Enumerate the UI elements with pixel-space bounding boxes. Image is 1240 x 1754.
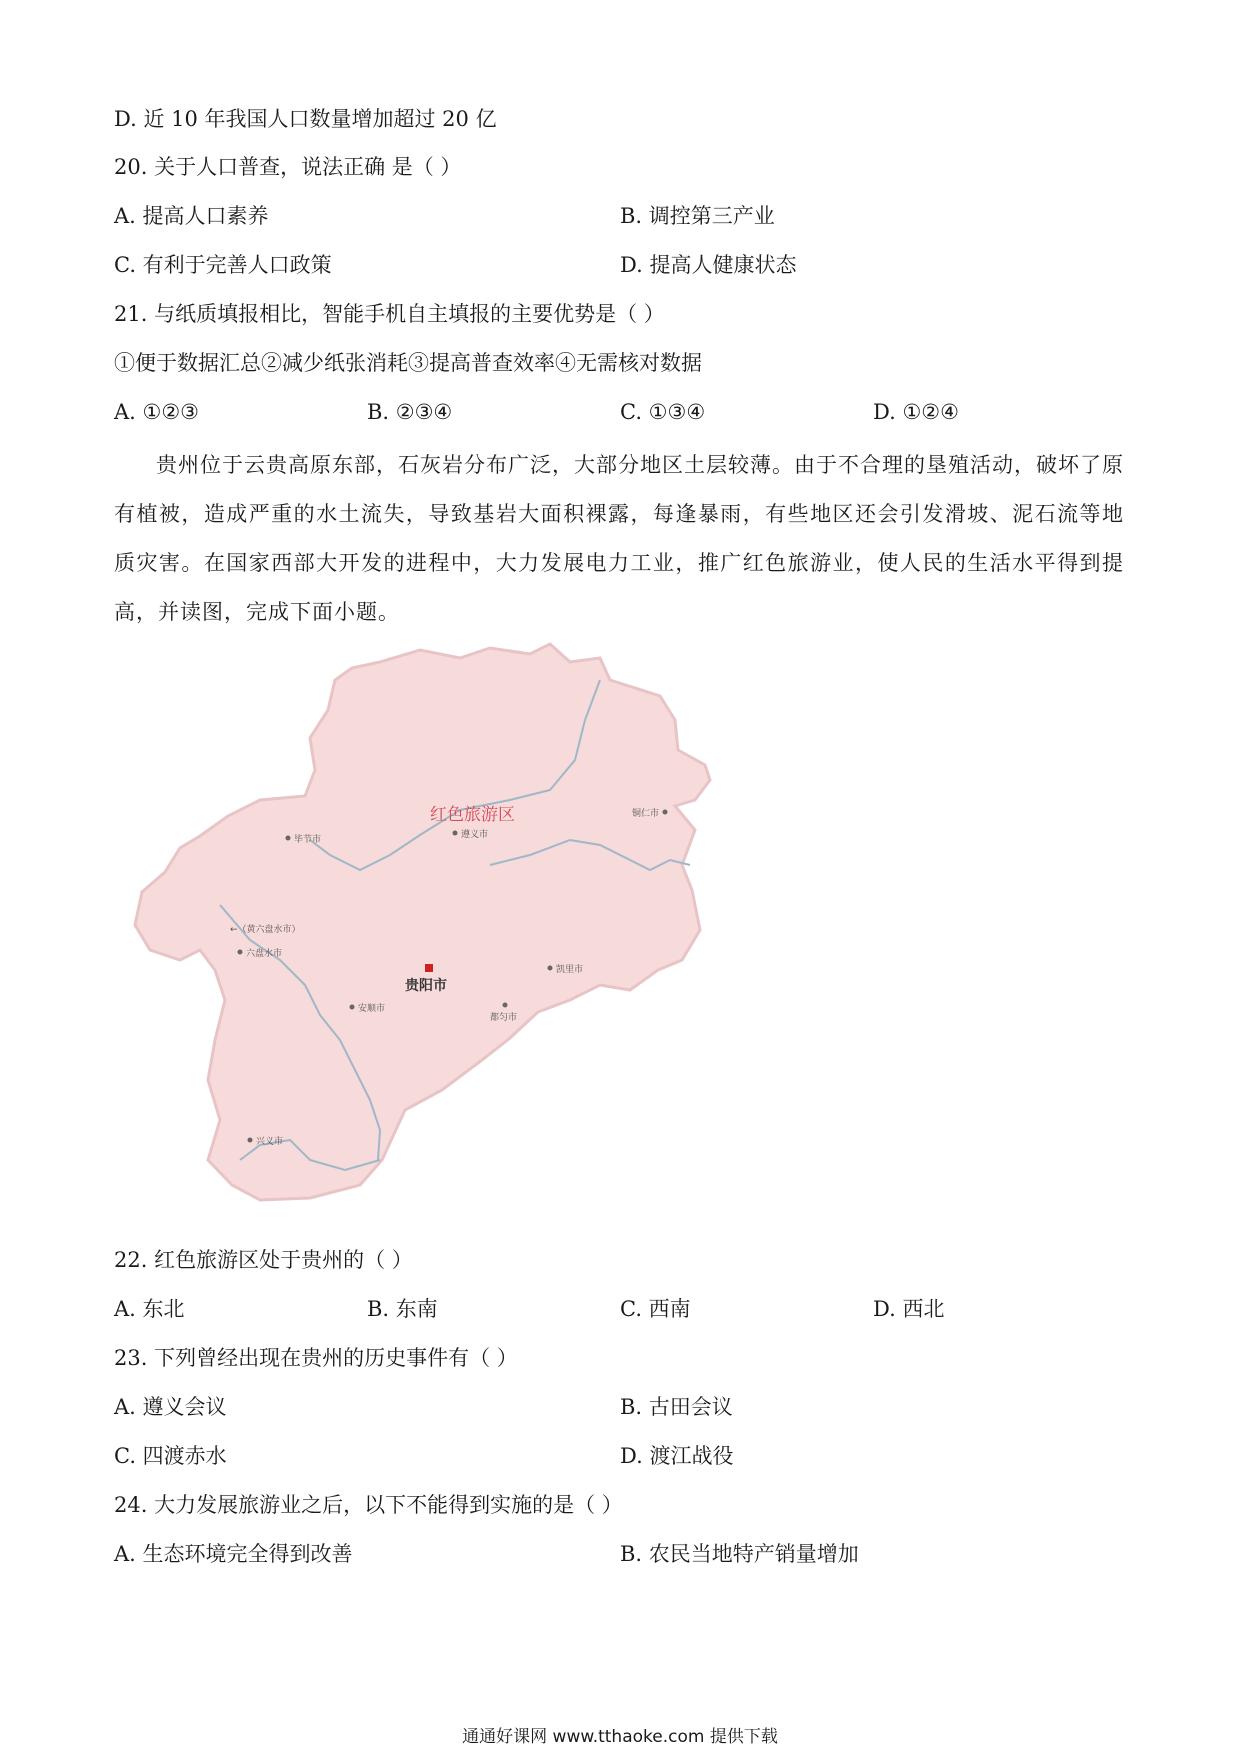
q21-option-d[interactable]: D. ①②④ xyxy=(873,400,959,424)
q22-option-d[interactable]: D. 西北 xyxy=(873,1297,945,1321)
q19-option-d: D. 近 10 年我国人口数量增加超过 20 亿 xyxy=(114,107,497,131)
q24-option-b[interactable]: B. 农民当地特产销量增加 xyxy=(620,1542,859,1566)
duyun-label: 都匀市 xyxy=(490,1013,518,1023)
liupanshui-label: 六盘水市 xyxy=(246,949,283,959)
q23-option-b[interactable]: B. 古田会议 xyxy=(620,1395,733,1419)
tongren-dot xyxy=(663,810,668,815)
question-22: 22. 红色旅游区处于贵州的（ ） xyxy=(114,1248,413,1272)
guiyang-capital-marker xyxy=(425,964,433,972)
q21-option-b[interactable]: B. ②③④ xyxy=(367,400,453,424)
zunyi-dot xyxy=(453,831,458,836)
q22-option-c[interactable]: C. 西南 xyxy=(620,1297,691,1321)
anshun-dot xyxy=(350,1005,355,1010)
bijie-dot xyxy=(286,836,291,841)
q21-option-a[interactable]: A. ①②③ xyxy=(114,400,199,424)
question-24: 24. 大力发展旅游业之后，以下不能得到实施的是（ ） xyxy=(114,1493,623,1517)
guizhou-map xyxy=(130,640,800,1230)
kaili-dot xyxy=(548,966,553,971)
zunyi-label: 遵义市 xyxy=(461,830,489,840)
tongren-label: 铜仁市 xyxy=(632,809,660,819)
anshun-label: 安顺市 xyxy=(358,1004,386,1014)
duyun-dot xyxy=(503,1003,508,1008)
question-21: 21. 与纸质填报相比，智能手机自主填报的主要优势是（ ） xyxy=(114,302,665,326)
guiyang-label: 贵阳市 xyxy=(405,978,447,994)
xingyi-label: 兴义市 xyxy=(256,1137,284,1147)
q21-option-c[interactable]: C. ①③④ xyxy=(620,400,706,424)
q20-option-b[interactable]: B. 调控第三产业 xyxy=(620,204,775,228)
q20-option-d[interactable]: D. 提高人健康状态 xyxy=(620,253,797,277)
liupanshui-note: ←（黄六盘水市） xyxy=(230,925,301,935)
red-tourism-label: 红色旅游区 xyxy=(430,805,515,825)
q23-option-a[interactable]: A. 遵义会议 xyxy=(114,1395,227,1419)
guizhou-outline xyxy=(135,644,710,1200)
q23-option-d[interactable]: D. 渡江战役 xyxy=(620,1444,734,1468)
page-footer: 通通好课网 www.tthaoke.com 提供下载 xyxy=(462,1727,778,1747)
xingyi-dot xyxy=(248,1138,253,1143)
q23-option-c[interactable]: C. 四渡赤水 xyxy=(114,1444,227,1468)
kaili-label: 凯里市 xyxy=(556,965,584,975)
q21-statements: ①便于数据汇总②减少纸张消耗③提高普查效率④无需核对数据 xyxy=(114,351,702,375)
question-23: 23. 下列曾经出现在贵州的历史事件有（ ） xyxy=(114,1346,518,1370)
bijie-label: 毕节市 xyxy=(294,835,322,845)
q24-option-a[interactable]: A. 生态环境完全得到改善 xyxy=(114,1542,353,1566)
liupanshui-dot xyxy=(238,950,243,955)
q22-option-a[interactable]: A. 东北 xyxy=(114,1297,185,1321)
reading-passage: 贵州位于云贵高原东部，石灰岩分布广泛，大部分地区土层较薄。由于不合理的垦殖活动，破坏了原有植被，造成严重的水土流失，导致基岩大面积裸露，每逢暴雨，有些地区还会引发滑坡、泥石流等地质灾害。在国家西部大开发的进程中，大力发展电力工业，推广红色旅游业，使人民的生活水平得到提高，并读图，完成下面小题。 xyxy=(114,453,1124,624)
q22-option-b[interactable]: B. 东南 xyxy=(367,1297,438,1321)
q20-option-a[interactable]: A. 提高人口素养 xyxy=(114,204,269,228)
question-20: 20. 关于人口普查，说法正确 是（ ） xyxy=(114,155,462,179)
q20-option-c[interactable]: C. 有利于完善人口政策 xyxy=(114,253,332,277)
